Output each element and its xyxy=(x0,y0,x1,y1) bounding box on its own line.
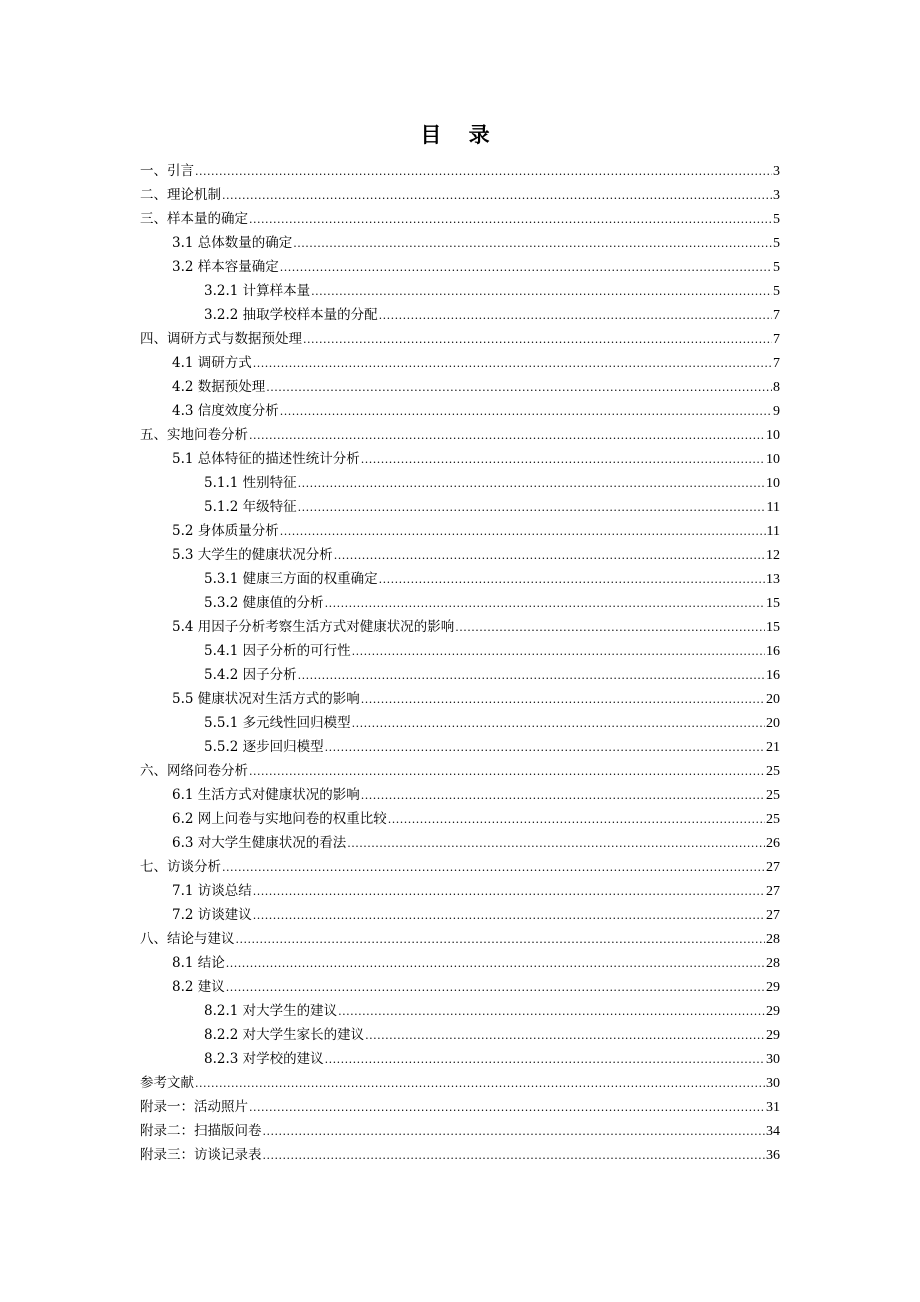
toc-entry-label: 3.2.2 抽取学校样本量的分配 xyxy=(204,307,378,323)
toc-entry[interactable] xyxy=(140,1143,780,1167)
toc-entry-page-number: 28 xyxy=(766,956,780,971)
toc-entry-label: 5.4 用因子分析考察生活方式对健康状况的影响 xyxy=(172,619,455,635)
toc-dot-leader xyxy=(222,184,772,208)
toc-entry-label: 四、调研方式与数据预处理 xyxy=(140,331,302,347)
toc-entry-label: 八、结论与建议 xyxy=(140,931,235,947)
toc-dot-leader xyxy=(338,1000,765,1024)
toc-dot-leader xyxy=(195,160,772,184)
toc-entry[interactable] xyxy=(140,447,780,471)
toc-entry-label: 8.2.1 对大学生的建议 xyxy=(204,1003,338,1019)
toc-entry-label: 5.5.1 多元线性回归模型 xyxy=(204,715,351,731)
toc-dot-leader xyxy=(222,856,765,880)
toc-entry-page-number: 16 xyxy=(766,668,780,683)
toc-dot-leader xyxy=(226,952,765,976)
toc-entry-label: 附录二：扫描版问卷 xyxy=(140,1123,262,1139)
toc-entry[interactable] xyxy=(140,543,780,567)
toc-entry[interactable] xyxy=(140,231,780,255)
toc-entry-label: 5.4.2 因子分析 xyxy=(204,667,297,683)
toc-entry-page-number: 5 xyxy=(773,236,780,251)
toc-entry[interactable] xyxy=(140,471,780,495)
toc-entry[interactable] xyxy=(140,375,780,399)
toc-entry[interactable] xyxy=(140,687,780,711)
toc-entry-label: 附录一：活动照片 xyxy=(140,1099,248,1115)
toc-entry-label: 5.4.1 因子分析的可行性 xyxy=(204,643,351,659)
toc-entry-page-number: 34 xyxy=(766,1124,780,1139)
toc-entry-page-number: 11 xyxy=(766,500,780,515)
toc-entry-label: 三、样本量的确定 xyxy=(140,211,248,227)
toc-dot-leader xyxy=(226,976,765,1000)
toc-entry-label: 6.3 对大学生健康状况的看法 xyxy=(172,835,347,851)
toc-entry[interactable] xyxy=(140,1047,780,1071)
toc-entry-page-number: 5 xyxy=(773,284,780,299)
toc-dot-leader xyxy=(303,328,772,352)
toc-entry[interactable] xyxy=(140,735,780,759)
toc-dot-leader xyxy=(249,424,765,448)
toc-entry-label: 4.3 信度效度分析 xyxy=(172,403,279,419)
toc-dot-leader xyxy=(298,472,765,496)
toc-entry-label: 4.2 数据预处理 xyxy=(172,379,266,395)
toc-entry[interactable] xyxy=(140,423,780,447)
toc-entry-label: 5.3.1 健康三方面的权重确定 xyxy=(204,571,378,587)
toc-entry-label: 六、网络问卷分析 xyxy=(140,763,248,779)
toc-dot-leader xyxy=(455,616,765,640)
toc-entry-label: 3.1 总体数量的确定 xyxy=(172,235,293,251)
toc-dot-leader xyxy=(365,1024,765,1048)
toc-entry-label: 4.1 调研方式 xyxy=(172,355,252,371)
toc-entry-page-number: 13 xyxy=(766,572,780,587)
toc-entry[interactable] xyxy=(140,951,780,975)
toc-dot-leader xyxy=(253,880,765,904)
toc-entry-label: 5.5.2 逐步回归模型 xyxy=(204,739,324,755)
toc-dot-leader xyxy=(325,1048,765,1072)
toc-entry-label: 5.1.1 性别特征 xyxy=(204,475,297,491)
toc-dot-leader xyxy=(249,760,765,784)
toc-entry[interactable] xyxy=(140,399,780,423)
toc-entry[interactable] xyxy=(140,1119,780,1143)
toc-entry-label: 3.2.1 计算样本量 xyxy=(204,283,311,299)
toc-dot-leader xyxy=(352,640,765,664)
toc-entry[interactable] xyxy=(140,855,780,879)
toc-entry[interactable] xyxy=(140,831,780,855)
toc-entry-page-number: 3 xyxy=(773,188,780,203)
toc-entry-label: 8.2 建议 xyxy=(172,979,225,995)
toc-dot-leader xyxy=(293,232,772,256)
toc-entry-label: 5.5 健康状况对生活方式的影响 xyxy=(172,691,360,707)
toc-dot-leader xyxy=(347,832,765,856)
toc-entry-page-number: 20 xyxy=(766,716,780,731)
toc-entry-page-number: 26 xyxy=(766,836,780,851)
toc-entry-page-number: 7 xyxy=(773,332,780,347)
toc-dot-leader xyxy=(379,304,772,328)
toc-entry-page-number: 21 xyxy=(766,740,780,755)
toc-entry-page-number: 31 xyxy=(766,1100,780,1115)
toc-entry[interactable] xyxy=(140,207,780,231)
toc-entry-page-number: 9 xyxy=(773,404,780,419)
toc-entry-label: 5.1.2 年级特征 xyxy=(204,499,297,515)
toc-dot-leader xyxy=(263,1144,766,1168)
toc-entry[interactable] xyxy=(140,255,780,279)
toc-entry-page-number: 10 xyxy=(766,452,780,467)
toc-entry[interactable] xyxy=(140,279,780,303)
toc-entry[interactable] xyxy=(140,351,780,375)
toc-entry-label: 七、访谈分析 xyxy=(140,859,221,875)
toc-entry[interactable] xyxy=(140,807,780,831)
toc-entry[interactable] xyxy=(140,639,780,663)
toc-entry[interactable] xyxy=(140,1071,780,1095)
toc-entry-page-number: 7 xyxy=(773,308,780,323)
toc-entry-page-number: 12 xyxy=(766,548,780,563)
toc-dot-leader xyxy=(266,376,772,400)
toc-dot-leader xyxy=(379,568,765,592)
toc-entry-label: 7.1 访谈总结 xyxy=(172,883,252,899)
toc-entry[interactable] xyxy=(140,495,780,519)
toc-entry[interactable] xyxy=(140,327,780,351)
toc-entry-page-number: 27 xyxy=(766,884,780,899)
toc-entry-page-number: 30 xyxy=(766,1052,780,1067)
toc-entry-page-number: 29 xyxy=(766,980,780,995)
toc-dot-leader xyxy=(280,400,772,424)
toc-entry-page-number: 27 xyxy=(766,908,780,923)
toc-entry-label: 8.2.3 对学校的建议 xyxy=(204,1051,324,1067)
toc-entry-page-number: 29 xyxy=(766,1028,780,1043)
toc-entry[interactable] xyxy=(140,591,780,615)
toc-entry[interactable] xyxy=(140,519,780,543)
toc-entry-label: 5.2 身体质量分析 xyxy=(172,523,279,539)
toc-dot-leader xyxy=(298,496,766,520)
toc-dot-leader xyxy=(325,592,765,616)
toc-entry[interactable] xyxy=(140,1023,780,1047)
toc-entry-page-number: 16 xyxy=(766,644,780,659)
toc-entry-page-number: 5 xyxy=(773,260,780,275)
toc-entry-page-number: 20 xyxy=(766,692,780,707)
toc-entry-page-number: 3 xyxy=(773,164,780,179)
toc-entry[interactable] xyxy=(140,159,780,183)
toc-entry-page-number: 28 xyxy=(766,932,780,947)
toc-entry-page-number: 25 xyxy=(766,764,780,779)
toc-dot-leader xyxy=(311,280,772,304)
toc-entry-page-number: 36 xyxy=(766,1148,780,1163)
toc-entry[interactable] xyxy=(140,759,780,783)
toc-entry-page-number: 10 xyxy=(766,476,780,491)
toc-entry[interactable] xyxy=(140,927,780,951)
toc-entry-label: 8.1 结论 xyxy=(172,955,225,971)
toc-dot-leader xyxy=(388,808,765,832)
toc-entry-page-number: 10 xyxy=(766,428,780,443)
toc-entry-label: 附录三：访谈记录表 xyxy=(140,1147,262,1163)
toc-entry-label: 6.2 网上问卷与实地问卷的权重比较 xyxy=(172,811,387,827)
toc-entry-label: 5.3 大学生的健康状况分析 xyxy=(172,547,333,563)
toc-dot-leader xyxy=(298,664,765,688)
toc-entry[interactable] xyxy=(140,183,780,207)
toc-entry[interactable] xyxy=(140,1095,780,1119)
toc-entry[interactable] xyxy=(140,783,780,807)
toc-entry-label: 8.2.2 对大学生家长的建议 xyxy=(204,1027,365,1043)
toc-dot-leader xyxy=(361,448,765,472)
toc-dot-leader xyxy=(361,784,765,808)
toc-entry[interactable] xyxy=(140,711,780,735)
toc-entry-label: 7.2 访谈建议 xyxy=(172,907,252,923)
toc-entry[interactable] xyxy=(140,663,780,687)
toc-entry-label: 一、引言 xyxy=(140,163,194,179)
toc-entry[interactable] xyxy=(140,879,780,903)
toc-entry[interactable] xyxy=(140,903,780,927)
toc-entry-label: 6.1 生活方式对健康状况的影响 xyxy=(172,787,360,803)
toc-entry[interactable] xyxy=(140,975,780,999)
toc-dot-leader xyxy=(249,1096,765,1120)
toc-entry-label: 参考文献 xyxy=(140,1075,194,1091)
toc-entry-label: 3.2 样本容量确定 xyxy=(172,259,279,275)
toc-dot-leader xyxy=(352,712,765,736)
toc-entry-label: 二、理论机制 xyxy=(140,187,221,203)
toc-entry[interactable] xyxy=(140,999,780,1023)
toc-entry-page-number: 8 xyxy=(773,380,780,395)
toc-entry-page-number: 25 xyxy=(766,788,780,803)
toc-dot-leader xyxy=(236,928,766,952)
toc-title: 目 录 xyxy=(420,122,500,147)
toc-entry-page-number: 15 xyxy=(766,596,780,611)
toc-dot-leader xyxy=(334,544,765,568)
toc-list xyxy=(140,159,780,1167)
toc-dot-leader xyxy=(325,736,765,760)
toc-dot-leader xyxy=(280,520,766,544)
toc-entry-page-number: 29 xyxy=(766,1004,780,1019)
toc-dot-leader xyxy=(253,352,772,376)
toc-entry-label: 5.3.2 健康值的分析 xyxy=(204,595,324,611)
toc-entry-page-number: 5 xyxy=(773,212,780,227)
toc-dot-leader xyxy=(280,256,772,280)
toc-dot-leader xyxy=(249,208,772,232)
toc-entry-page-number: 25 xyxy=(766,812,780,827)
toc-entry[interactable] xyxy=(140,303,780,327)
toc-entry-label: 五、实地问卷分析 xyxy=(140,427,248,443)
toc-entry[interactable] xyxy=(140,615,780,639)
toc-entry-page-number: 15 xyxy=(766,620,780,635)
toc-entry-page-number: 7 xyxy=(773,356,780,371)
toc-dot-leader xyxy=(195,1072,765,1096)
toc-dot-leader xyxy=(263,1120,766,1144)
toc-entry-page-number: 27 xyxy=(766,860,780,875)
toc-dot-leader xyxy=(253,904,765,928)
toc-entry-page-number: 30 xyxy=(766,1076,780,1091)
toc-entry-page-number: 11 xyxy=(766,524,780,539)
toc-entry[interactable] xyxy=(140,567,780,591)
toc-entry-label: 5.1 总体特征的描述性统计分析 xyxy=(172,451,360,467)
toc-dot-leader xyxy=(361,688,765,712)
